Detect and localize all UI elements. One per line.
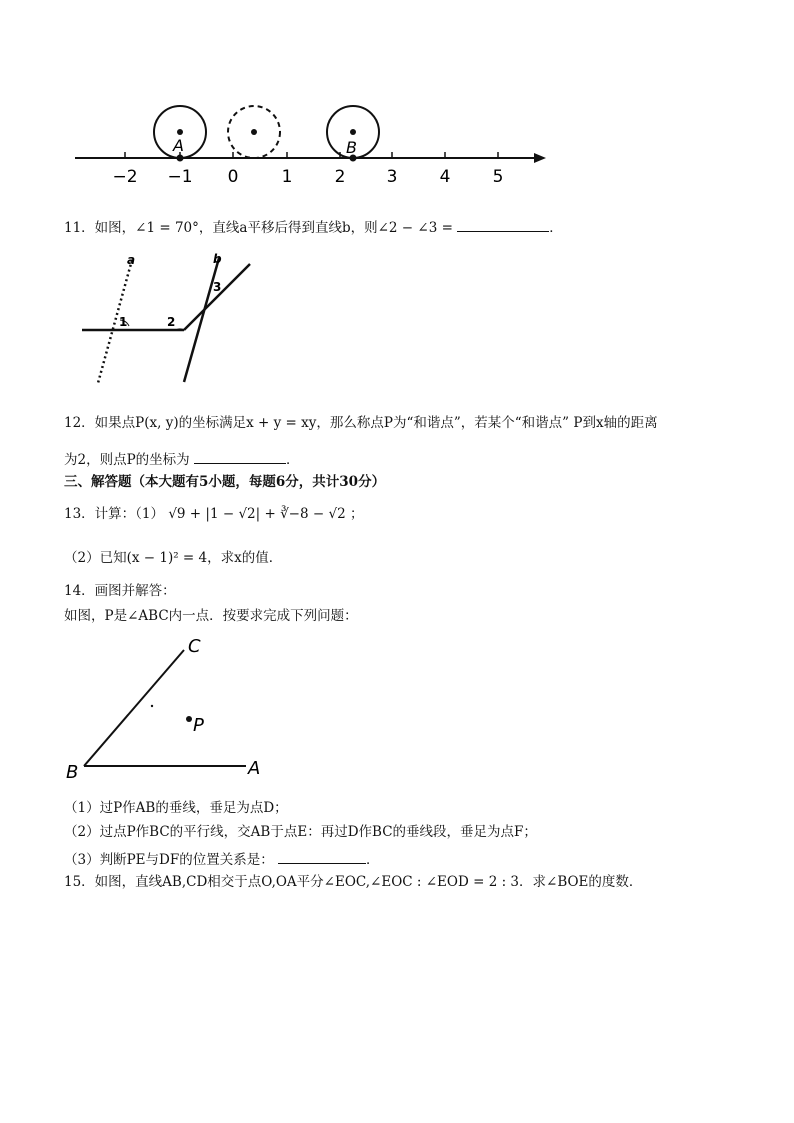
small-dot [151, 705, 153, 707]
label-line-b: b [213, 252, 222, 266]
question-11 [64, 217, 563, 237]
label-point-a: A [173, 136, 184, 155]
slanted-line [184, 264, 250, 330]
question-12-end: ． [285, 452, 300, 468]
ray-bc [84, 650, 184, 766]
question-14-item-3 [64, 849, 380, 869]
question-11-end: ． [549, 220, 563, 236]
question-11-text: 11．如图，∠1 = 70°，直线a平移后得到直线b，则∠2 − ∠3 = [64, 220, 453, 236]
question-12-line-1 [64, 414, 658, 432]
answer-blank[interactable] [457, 217, 549, 232]
axis-arrow-icon [534, 153, 546, 163]
tick-label: 4 [439, 167, 451, 187]
label-p: P [193, 715, 204, 736]
circle-center-dot [350, 129, 356, 135]
question-14-title: 14．画图并解答： [64, 583, 176, 599]
tick-label: 1 [281, 167, 293, 187]
point-a-dot [177, 155, 184, 162]
label-line-a: a [127, 253, 136, 267]
question-15: 15．如图，直线AB,CD相交于点O,OA平分∠EOC,∠EOC : ∠EOD = 2 : 3．求∠BOE的度数． [64, 874, 643, 890]
question-14-item-1: （1）过P作AB的垂线，垂足为点D； [64, 800, 288, 816]
question-13-part-2: （2）已知(x − 1)² = 4，求x的值． [64, 550, 283, 566]
answer-blank[interactable] [194, 449, 286, 464]
parallel-lines-figure [72, 250, 262, 390]
question-12-text: 12．如果点P(x, y)的坐标满足x + y = xy，那么称点P为“和谐点”，若某个“和谐点” P到x轴的距离 [64, 415, 658, 431]
question-13-part-1 [64, 505, 363, 523]
question-14-intro: 如图，P是∠ABC内一点．按要求完成下列问题： [64, 608, 358, 624]
label-b: B [66, 762, 79, 783]
question-13-prefix: 13．计算：（1） [64, 506, 165, 522]
label-angle-1: 1 [119, 315, 128, 329]
tick-label: 3 [386, 167, 398, 187]
answer-blank[interactable] [278, 849, 366, 864]
section-3-title: 三、解答题（本大题有5小题，每题6分，共计30分） [64, 474, 386, 490]
question-13-expression: √9 + |1 − √2| + ∛−8 − √2 [168, 506, 346, 522]
angle-abc-figure [62, 632, 272, 784]
question-14-item-2: （2）过点P作BC的平行线，交AB于点E：再过D作BC的垂线段，垂足为点F； [64, 824, 537, 840]
label-point-b: B [346, 138, 357, 157]
tick-label: 0 [227, 167, 239, 187]
label-angle-2: 2 [167, 315, 176, 329]
question-14-item-3-text: （3）判断PE与DF的位置关系是： [64, 852, 274, 868]
tick-label: −1 [167, 167, 193, 187]
point-p-dot [186, 716, 192, 722]
tick-label: 2 [334, 167, 346, 187]
question-12-text-2: 为2，则点P的坐标为 [64, 452, 190, 468]
circle-center-dot [177, 129, 183, 135]
circle-center-dot [251, 129, 257, 135]
label-a: A [248, 758, 261, 779]
label-angle-3: 3 [213, 280, 222, 294]
question-13-end: ； [349, 506, 364, 522]
line-b [184, 258, 222, 382]
question-12-line-2 [64, 449, 299, 469]
number-line-figure [60, 95, 560, 190]
label-c: C [188, 636, 201, 657]
question-14-item-3-end: ． [366, 852, 380, 868]
tick-label: −2 [112, 167, 138, 187]
tick-label: 5 [492, 167, 504, 187]
